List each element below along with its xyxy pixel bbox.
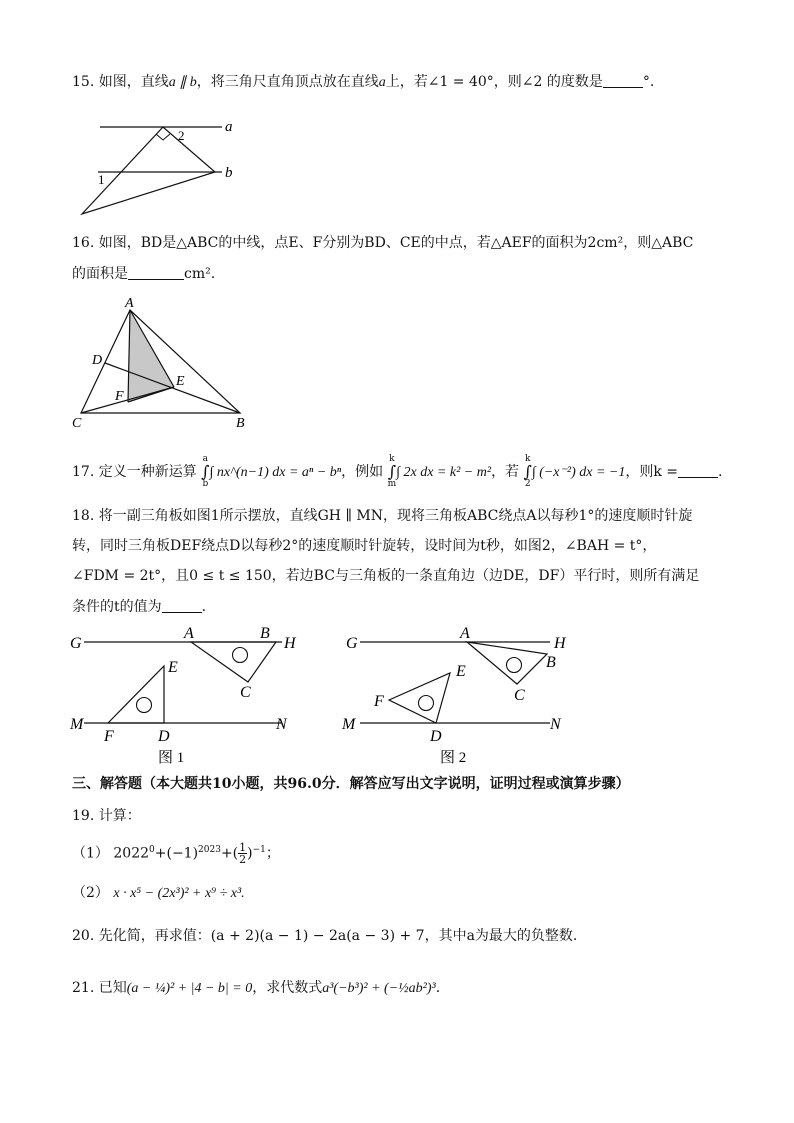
q18-text-line1: 将一副三角板如图1所示摆放，直线GH ∥ MN，现将三角板ABC绕点A以每秒1°的速度顺时针旋 — [98, 508, 693, 524]
q16-label-E: E — [176, 374, 185, 389]
fig2-label-F: F — [374, 693, 384, 710]
q16-label-D: D — [92, 353, 103, 368]
q21-end: . — [435, 980, 441, 996]
q19-p1-frac-num: 1 — [239, 841, 247, 855]
q17-lim3-top: k — [524, 454, 531, 464]
q17-lim2-top: k — [389, 454, 395, 464]
q17-text-c: ，若 — [491, 464, 520, 480]
q18-text-line4b: . — [201, 599, 207, 615]
q15-parallel-relation: a ∥ b — [168, 75, 197, 90]
q18-text-line3: ∠FDM = 2t°，且0 ≤ t ≤ 150，若边BC与三角板的一条直角边（边DE，DF）平行时，则所有满足 — [72, 568, 700, 584]
fig2-label-M: M — [342, 716, 356, 733]
q20-line — [72, 926, 577, 946]
q19-p1-fraction — [238, 842, 247, 865]
q19-title-line — [72, 806, 141, 826]
q15-label-2: 2 — [178, 128, 185, 143]
fig1-label-B: B — [260, 625, 270, 642]
q15-number: 15. — [72, 74, 95, 90]
fig1-label-E: E — [168, 659, 178, 676]
q15-text-b: ，将三角尺直角顶点放在直线 — [196, 74, 379, 90]
q17-lim1-bot: b — [202, 479, 209, 489]
q17-answer-blank[interactable] — [678, 463, 718, 478]
q18-text-line4a: 条件的t的值为 — [72, 599, 162, 615]
q17-lim3-bot: 2 — [524, 479, 531, 489]
q15-text-c: 上，若∠1 = 40°，则∠2 的度数是 — [385, 74, 603, 90]
q18-text-line2: 转，同时三角板DEF绕点D以每秒2°的速度顺时针旋转，设时间为t秒，如图2，∠BAH = t°， — [72, 538, 657, 554]
q15-label-b: b — [225, 165, 233, 181]
q15-label-1: 1 — [98, 172, 105, 187]
q19-number: 19. — [72, 808, 95, 824]
fig1-label-N: N — [276, 716, 287, 733]
q17-example: ∫ 2x dx = k² − m² — [396, 465, 492, 480]
fig2-label-H: H — [554, 635, 566, 652]
q15-label-a: a — [225, 119, 233, 135]
q21-expr-a: (a − ¼)² + |4 − b| = 0 — [126, 981, 253, 996]
fig1-label-C: C — [240, 684, 251, 701]
q16-text-line2a: 的面积是 — [72, 266, 128, 282]
q18-figure-1 — [70, 620, 310, 770]
q17-text-d: ，则k = — [625, 464, 679, 480]
q16-label-A: A — [125, 296, 134, 311]
q16-line1 — [72, 233, 693, 253]
q16-label-F: F — [115, 389, 124, 404]
q19-p2-label: （2） — [72, 885, 109, 901]
fig2-label-D: D — [430, 728, 442, 745]
q18-line3 — [72, 566, 699, 586]
q15-figure — [70, 110, 270, 220]
q18-number: 18. — [72, 508, 95, 524]
q18-figure-2 — [342, 620, 582, 770]
q19-p1-d: ) — [247, 845, 253, 862]
fig2-label-E: E — [456, 663, 466, 680]
q21-line — [72, 978, 440, 999]
q16-number: 16. — [72, 235, 95, 251]
fig2-label-B: B — [546, 654, 556, 671]
q17-limits-1: a ∫ b — [201, 454, 210, 489]
q16-figure — [70, 296, 260, 431]
q19-p2-expr: x · x⁵ − (2x³)² + x⁹ ÷ x³. — [113, 886, 245, 901]
q20-number: 20. — [72, 928, 95, 944]
q17-limits-3: k ∫ 2 — [523, 454, 532, 489]
q17-end: . — [718, 464, 723, 480]
q17-number: 17. — [72, 464, 95, 480]
fig2-caption: 图 2 — [440, 750, 467, 766]
q19-p1-label: （1） — [72, 845, 109, 862]
fig2-label-G: G — [346, 635, 358, 652]
fig1-caption: 图 1 — [158, 750, 185, 766]
q19-p1-a: 2022 — [113, 845, 150, 862]
q21-number: 21. — [72, 980, 95, 996]
q21-text-a: 已知 — [98, 980, 127, 996]
q19-p1-d-exp: −1 — [252, 845, 266, 855]
q15-text-a: 如图，直线 — [98, 74, 169, 90]
fig1-label-M: M — [70, 716, 84, 733]
q21-expr-b: a³(−b³)² + (−½ab²)³ — [322, 981, 436, 996]
q21-text-b: ，求代数式 — [252, 980, 323, 996]
q17-limits-2: k ∫ m — [387, 454, 397, 489]
q19-p1-b: +(−1) — [154, 845, 199, 862]
q17-definition: ∫ nx^(n−1) dx = aⁿ − bⁿ — [209, 465, 342, 480]
section-3-title: 三、解答题（本大题共10小题，共96.0分．解答应写出文字说明，证明过程或演算步骤） — [72, 776, 630, 792]
q19-p1-b-exp: 2023 — [198, 845, 221, 855]
q16-label-C: C — [72, 416, 82, 431]
q16-line2 — [72, 264, 215, 284]
q18-answer-blank[interactable] — [162, 598, 202, 613]
q15-answer-blank[interactable] — [603, 73, 643, 88]
q16-answer-blank[interactable] — [128, 265, 184, 280]
fig1-label-F: F — [104, 728, 114, 745]
q15-text-d: °. — [642, 74, 655, 90]
q17-lim1-top: a — [202, 454, 209, 464]
fig2-label-N: N — [550, 716, 561, 733]
q18-line2 — [72, 536, 656, 556]
q17-condition: ∫ (−x⁻²) dx = −1 — [531, 465, 626, 480]
q19-part2 — [72, 883, 245, 904]
q19-p1-c: +( — [220, 845, 239, 862]
q19-title: 计算： — [98, 808, 141, 824]
q19-p1-end: ； — [265, 845, 280, 862]
fig2-label-C: C — [514, 687, 525, 704]
q17-text-a: 定义一种新运算 — [98, 464, 197, 480]
fig1-label-A: A — [184, 625, 194, 642]
fig1-label-G: G — [70, 635, 82, 652]
q17-text-b: ，例如 — [341, 464, 384, 480]
q19-p1-frac-den: 2 — [239, 853, 247, 867]
q15-var-a: a — [378, 75, 386, 90]
q16-text-line2b: cm². — [184, 266, 216, 282]
fig1-label-H: H — [284, 635, 296, 652]
q17-line — [72, 454, 723, 490]
q18-line4 — [72, 597, 206, 617]
q19-part1 — [72, 840, 280, 865]
fig2-label-A: A — [460, 625, 470, 642]
q16-text-line1: 如图，BD是△ABC的中线，点E、F分别为BD、CE的中点，若△AEF的面积为2cm²，则△ABC — [98, 235, 694, 251]
q16-label-B: B — [236, 416, 245, 431]
q20-text: 先化简，再求值：(a + 2)(a − 1) − 2a(a − 3) + 7，其中a为最大的负整数. — [98, 928, 578, 944]
q18-line1 — [72, 506, 692, 526]
q19-p1-a-exp: 0 — [149, 845, 155, 855]
fig1-label-D: D — [158, 728, 170, 745]
q15-line — [72, 72, 654, 93]
q17-lim2-bot: m — [387, 479, 397, 489]
